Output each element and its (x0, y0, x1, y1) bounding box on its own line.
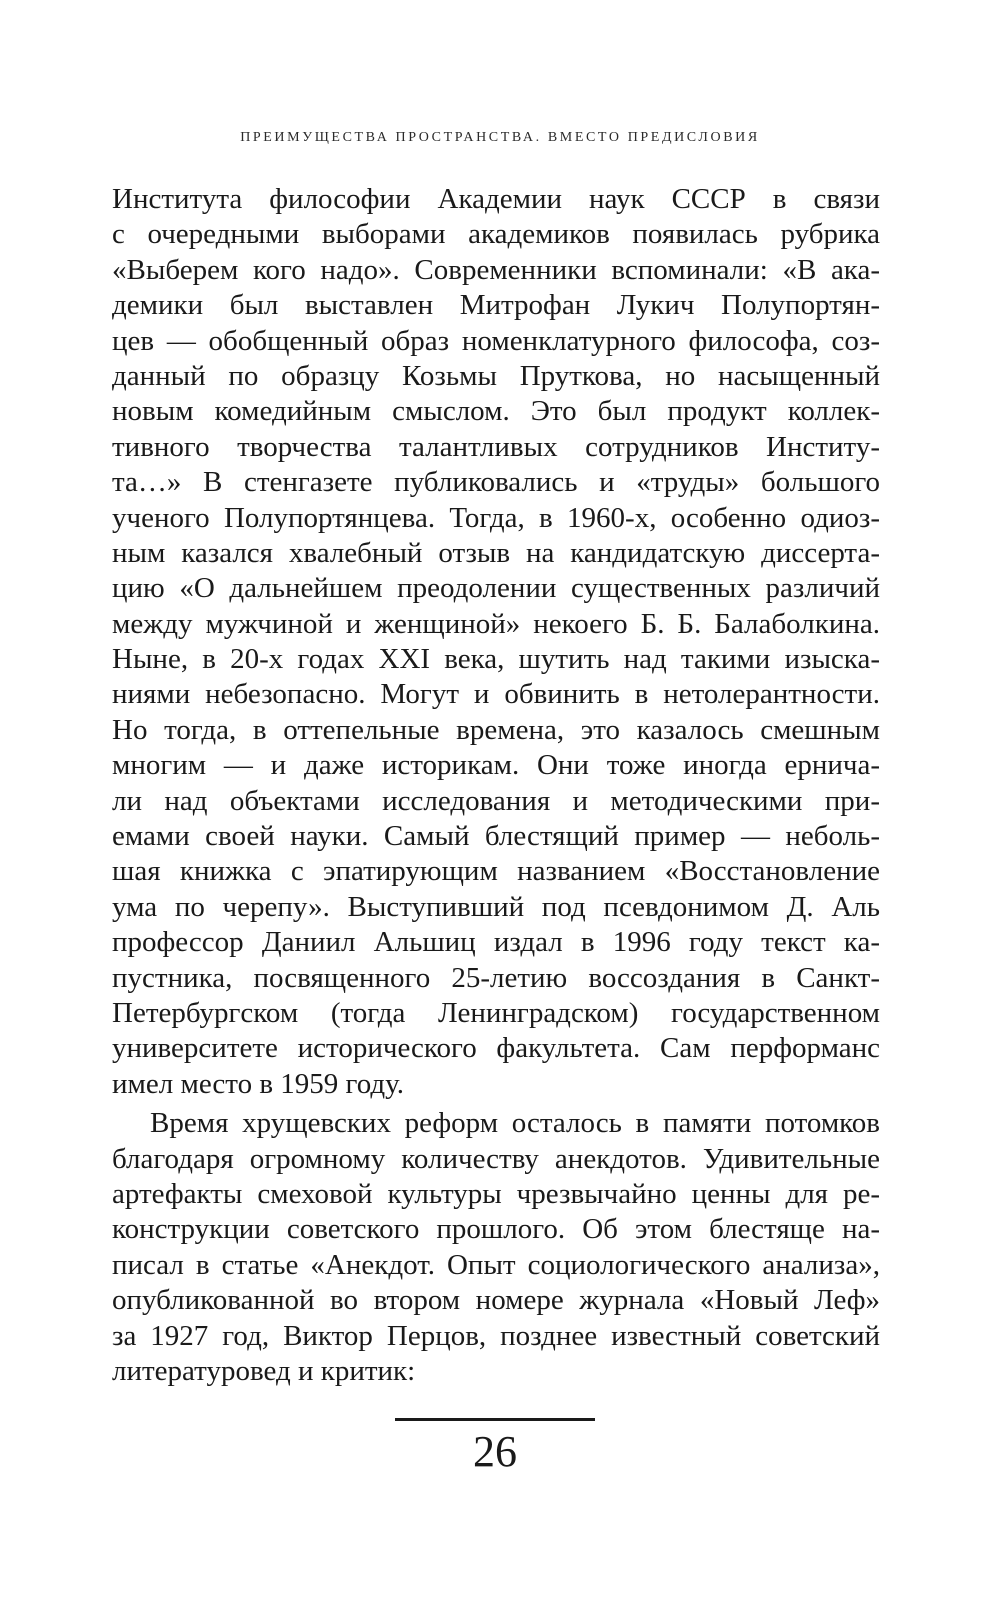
text-line: ниями небезопасно. Могут и обвинить в нетолерантности. (112, 678, 880, 711)
text-line: шая книжка с эпатирующим названием «Восстановление (112, 855, 880, 888)
text-line: ли над объектами исследования и методическими при- (112, 784, 880, 817)
text-line: Но тогда, в оттепельные времена, это казалось смешным (112, 713, 880, 746)
text-line: та…» В стенгазете публиковались и «труды» большого (112, 466, 880, 499)
text-line: новым комедийным смыслом. Это был продукт коллек- (112, 395, 880, 428)
text-line: многим — и даже историкам. Они тоже иногда ерничa- (112, 749, 880, 782)
text-line: Ныне, в 20-х годах XXI века, шутить над такими изыска- (112, 643, 880, 676)
text-line: емами своей науки. Самый блестящий пример — неболь- (112, 820, 880, 853)
text-line: цию «О дальнейшем преодолении существенных различий (112, 572, 880, 605)
text-line: тивного творчества талантливых сотрудников Институ- (112, 430, 880, 463)
page-number-rule (395, 1418, 595, 1421)
text-line: благодаря огромному количеству анекдотов. Удивительные (112, 1142, 880, 1175)
body-text (112, 182, 880, 1389)
text-line: опубликованной во втором номере журнала «Новый Леф» (112, 1284, 880, 1317)
text-line: писал в статье «Анекдот. Опыт социологического анализа», (112, 1248, 880, 1281)
paragraph (112, 182, 880, 1102)
text-line: пустника, посвященного 25-летию воссоздания в Санкт- (112, 961, 880, 994)
text-line: «Выберем кого надо». Современники вспоминали: «В ака- (112, 253, 880, 286)
text-line: ума по черепу». Выступивший под псевдонимом Д. Аль (112, 890, 880, 923)
text-line: данный по образцу Козьмы Пруткова, но насыщенный (112, 359, 880, 392)
text-line: имел место в 1959 году. (112, 1067, 404, 1100)
page-number: 26 (473, 1427, 517, 1476)
text-line: университете исторического факультета. Сам перформанс (112, 1032, 880, 1065)
text-line: между мужчиной и женщиной» некоего Б. Б. Балаболкина. (112, 607, 880, 640)
text-line: профессор Даниил Альшиц издал в 1996 году текст ка- (112, 926, 880, 959)
text-line: Время хрущевских реформ осталось в памяти потомков (150, 1107, 880, 1140)
text-line: демики был выставлен Митрофан Лукич Полупортян- (112, 289, 880, 322)
text-line: за 1927 год, Виктор Перцов, позднее известный советский (112, 1319, 880, 1352)
running-head: ПРЕИМУЩЕСТВА ПРОСТРАНСТВА. ВМЕСТО ПРЕДИСЛОВИЯ (240, 130, 760, 145)
text-line: Петербургском (тогда Ленинградском) государственном (112, 996, 880, 1029)
text-line: ным казался хвалебный отзыв на кандидатскую диссерта- (112, 536, 880, 569)
text-line: цев — обобщенный образ номенклатурного философа, соз- (112, 324, 880, 357)
text-line: литературовед и критик: (112, 1354, 416, 1387)
text-line: с очередными выборами академиков появилась рубрика (112, 218, 880, 251)
paragraph (112, 1106, 880, 1389)
text-line: артефакты смеховой культуры чрезвычайно ценны для ре- (112, 1177, 880, 1210)
text-line: ученого Полупортянцева. Тогда, в 1960-х, особенно одиоз- (112, 501, 880, 534)
text-line: конструкции советского прошлого. Об этом блестяще на- (112, 1213, 880, 1246)
text-line: Института философии Академии наук СССР в связи (112, 183, 880, 215)
